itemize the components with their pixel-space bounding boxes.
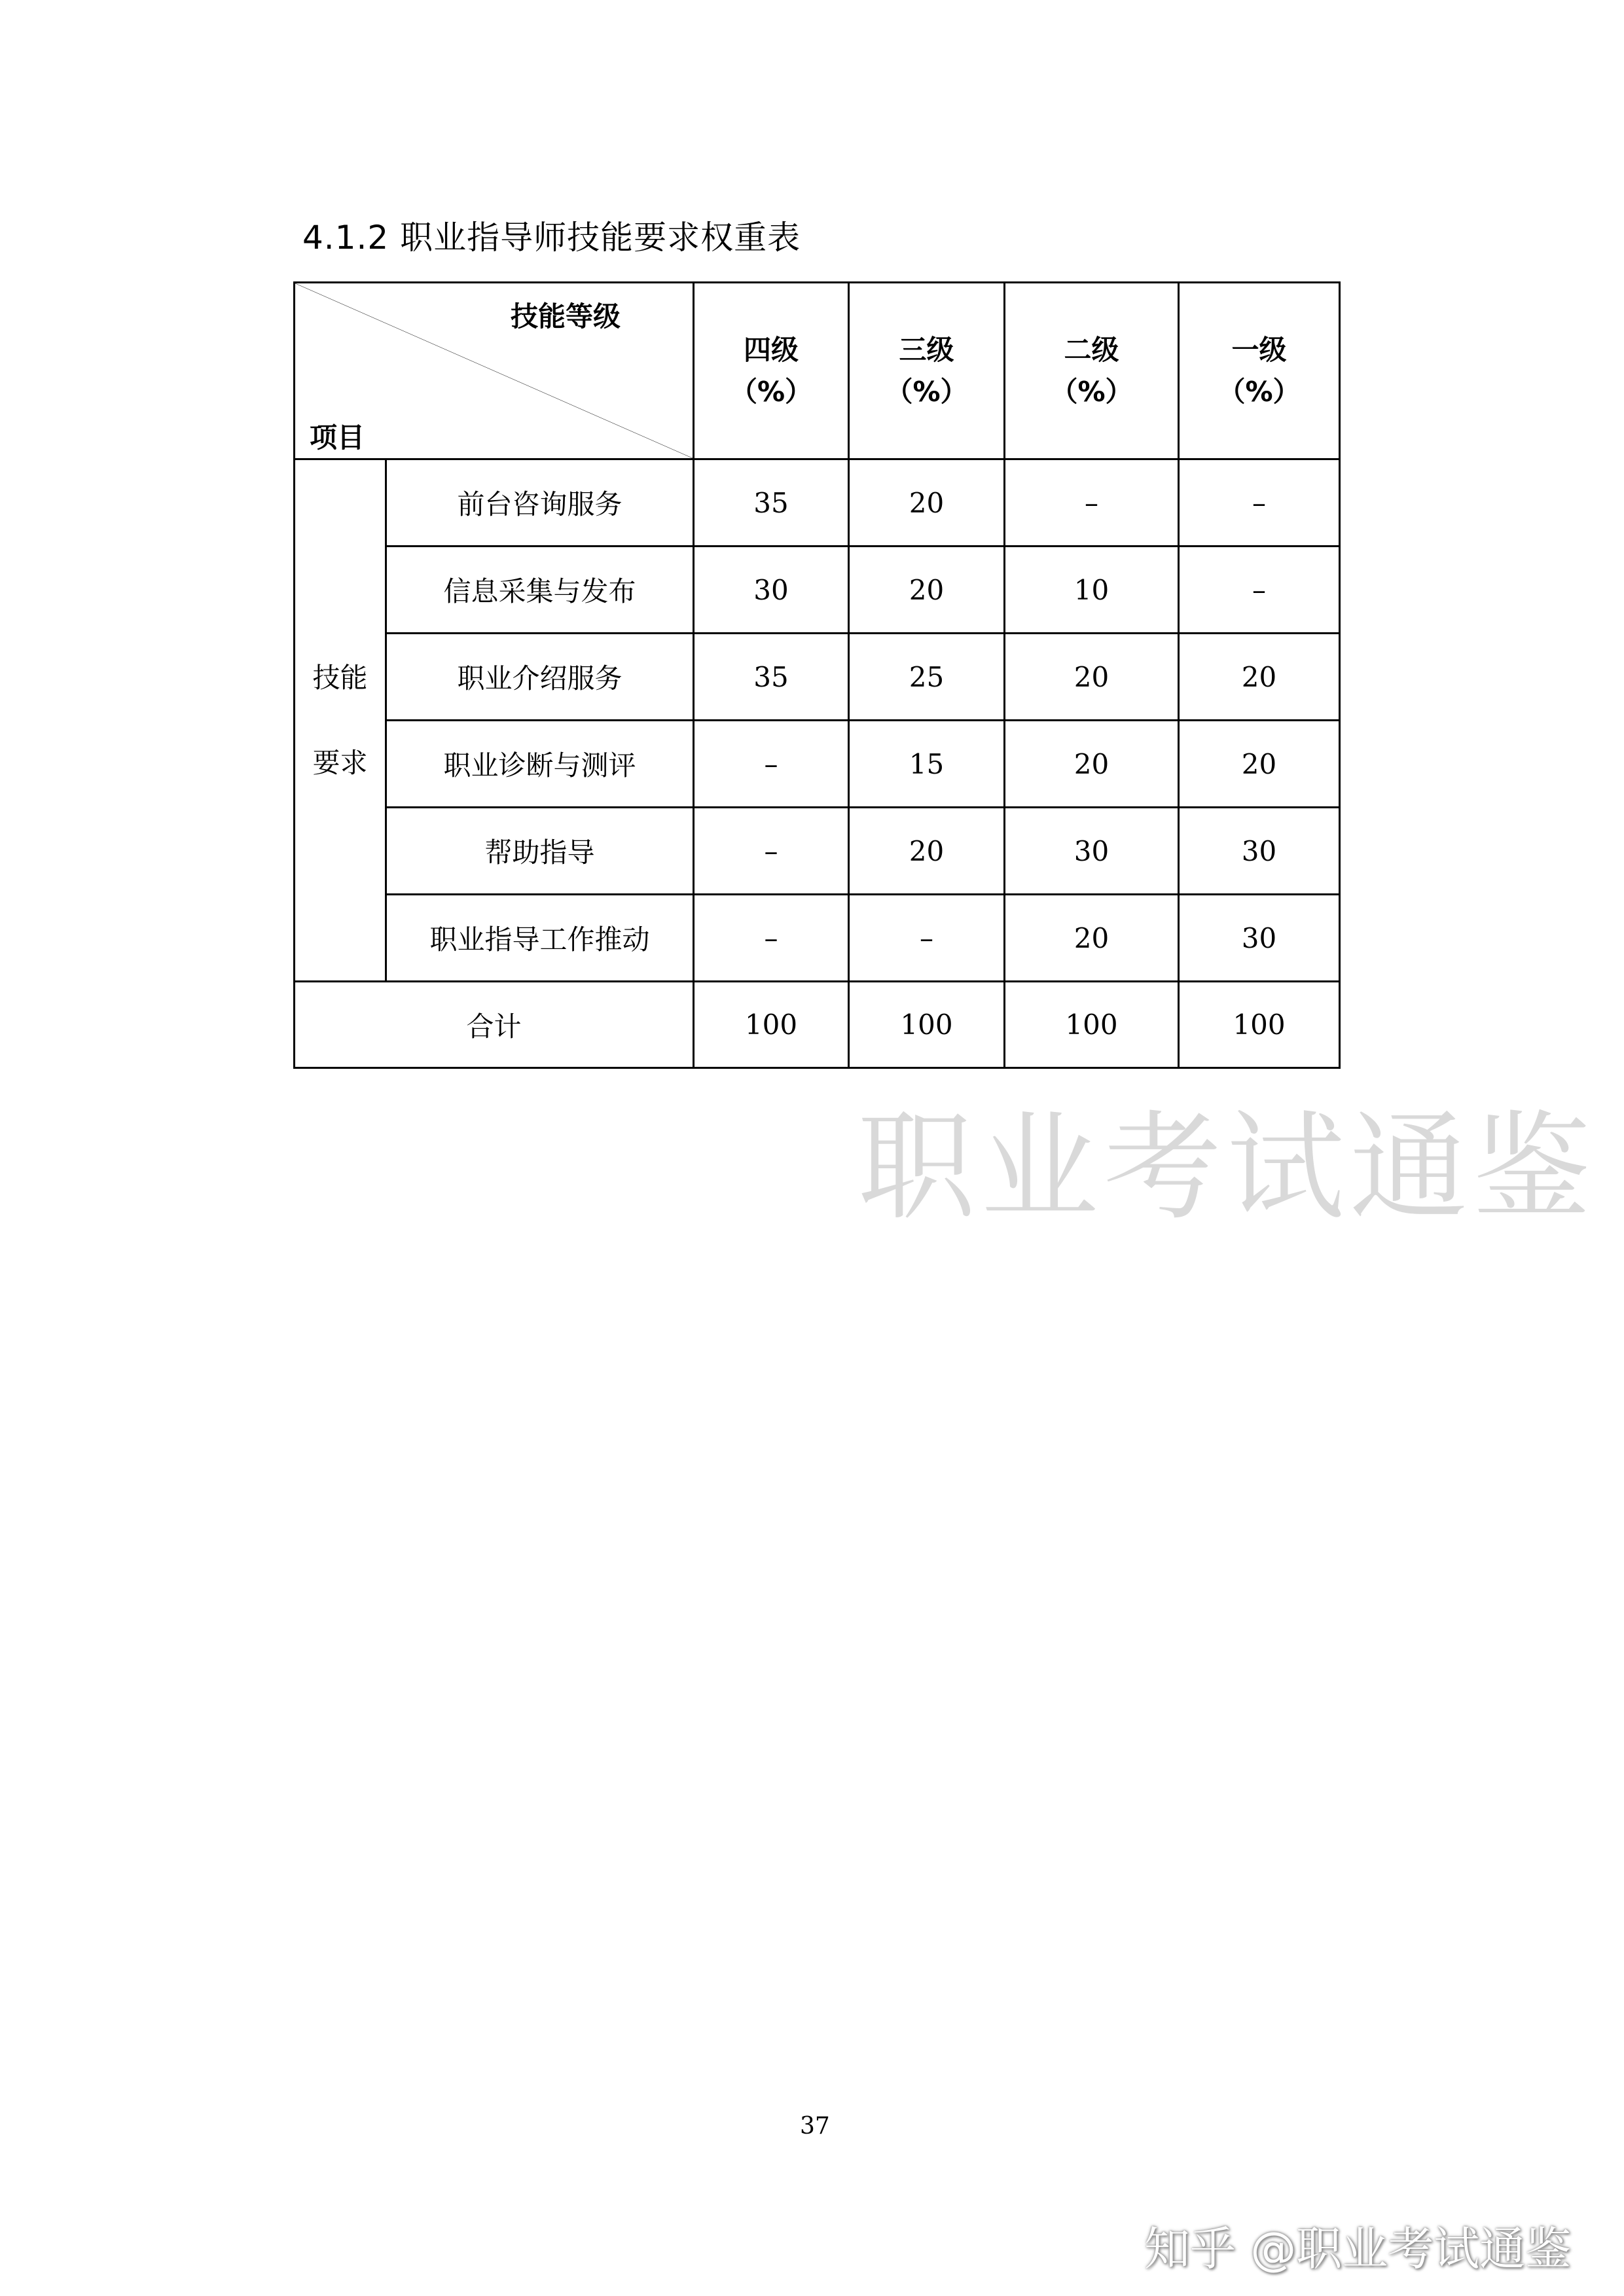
value-cell: 20 [849, 808, 1005, 895]
level-name: 二级 [1064, 333, 1119, 366]
watermark-text: 职业考试通鉴 [857, 1100, 1597, 1236]
value-cell: 30 [1179, 895, 1340, 982]
value-cell: – [1179, 547, 1340, 634]
corner-top-label: 技能等级 [510, 300, 621, 332]
weight-table-container [293, 281, 1339, 1067]
corner-header-cell [295, 283, 694, 459]
table-header-row [295, 283, 1340, 459]
level-name: 一级 [1231, 333, 1287, 366]
total-value-cell: 100 [1179, 982, 1340, 1068]
value-cell: 30 [694, 547, 849, 634]
footer-brand-watermark: 知乎 @职业考试通鉴 [1144, 2222, 1572, 2276]
level-unit: （%） [1218, 375, 1301, 408]
table-row [295, 808, 1340, 895]
group-label-line: 要求 [312, 746, 368, 779]
value-cell: 30 [1179, 808, 1340, 895]
page-number: 37 [800, 2113, 830, 2140]
table-title: 4.1.2 职业指导师技能要求权重表 [302, 219, 801, 257]
value-cell: 30 [1005, 808, 1179, 895]
value-cell: 20 [1179, 721, 1340, 808]
total-value-cell: 100 [694, 982, 849, 1068]
item-cell: 职业诊断与测评 [386, 721, 694, 808]
value-cell: 20 [849, 547, 1005, 634]
level-header-3 [849, 283, 1005, 459]
total-row [295, 982, 1340, 1068]
group-label-line: 技能 [312, 661, 368, 694]
value-cell: 25 [849, 634, 1005, 721]
value-cell: – [694, 895, 849, 982]
item-cell: 帮助指导 [386, 808, 694, 895]
item-cell: 职业指导工作推动 [386, 895, 694, 982]
item-cell: 信息采集与发布 [386, 547, 694, 634]
value-cell: 20 [1005, 634, 1179, 721]
value-cell: 35 [694, 459, 849, 547]
total-label-cell: 合计 [295, 982, 694, 1068]
corner-bottom-label: 项目 [310, 422, 365, 454]
table-row [295, 634, 1340, 721]
table-row [295, 459, 1340, 547]
item-cell: 前台咨询服务 [386, 459, 694, 547]
level-header-1 [1179, 283, 1340, 459]
table-row [295, 547, 1340, 634]
value-cell: 35 [694, 634, 849, 721]
table-row [295, 895, 1340, 982]
level-header-4 [694, 283, 849, 459]
value-cell: 10 [1005, 547, 1179, 634]
level-unit: （%） [885, 375, 968, 408]
item-cell: 职业介绍服务 [386, 634, 694, 721]
skill-requirement-group-label [295, 459, 386, 982]
value-cell: 20 [1179, 634, 1340, 721]
level-header-2 [1005, 283, 1179, 459]
level-name: 三级 [899, 333, 954, 366]
value-cell: 15 [849, 721, 1005, 808]
skill-weight-table [293, 281, 1341, 1069]
value-cell: – [694, 808, 849, 895]
value-cell: – [1179, 459, 1340, 547]
value-cell: – [1005, 459, 1179, 547]
level-unit: （%） [1050, 375, 1133, 408]
total-value-cell: 100 [1005, 982, 1179, 1068]
value-cell: – [694, 721, 849, 808]
level-name: 四级 [743, 333, 799, 366]
total-value-cell: 100 [849, 982, 1005, 1068]
value-cell: – [849, 895, 1005, 982]
table-row [295, 721, 1340, 808]
value-cell: 20 [849, 459, 1005, 547]
level-unit: （%） [729, 375, 813, 408]
value-cell: 20 [1005, 895, 1179, 982]
value-cell: 20 [1005, 721, 1179, 808]
